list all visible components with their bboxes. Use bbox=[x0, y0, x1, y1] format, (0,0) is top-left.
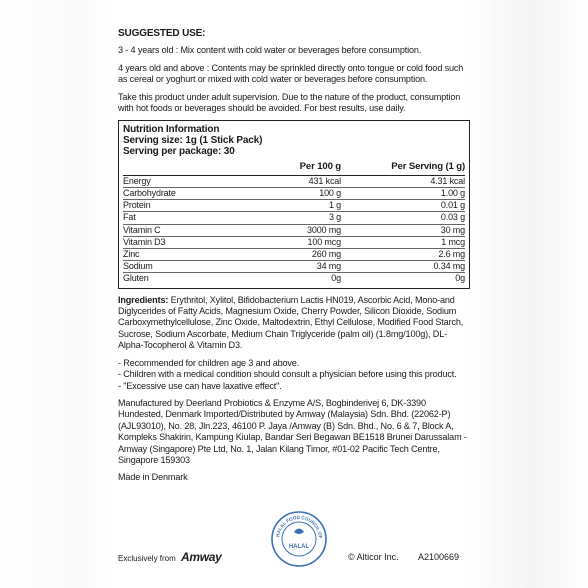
suggested-use-line-3: Take this product under adult supervision. Due to the nature of the product, consumption with hot foods or beverages should be avoided. For best results, use daily. bbox=[118, 91, 461, 114]
nutrient-label: Vitamin D3 bbox=[123, 236, 166, 247]
nutrition-row bbox=[123, 249, 465, 261]
per-serving-value: 4.31 kcal bbox=[430, 175, 465, 186]
nutrition-row bbox=[123, 225, 465, 237]
note-item: - Children with a medical condition should consult a physician before using this product. bbox=[118, 369, 457, 380]
note-item: - Recommended for children age 3 and above. bbox=[118, 357, 300, 368]
amway-logo: Amway bbox=[181, 550, 222, 564]
seal-center-text: HALAL bbox=[288, 544, 310, 550]
serving-size: Serving size: 1g (1 Stick Pack) bbox=[123, 135, 263, 147]
notes-list bbox=[118, 358, 470, 392]
nutrition-title: Nutrition Information bbox=[123, 124, 220, 136]
nutrient-label: Vitamin C bbox=[123, 224, 161, 235]
nutrient-label: Gluten bbox=[123, 273, 149, 284]
per-serving-header: Per Serving (1 g) bbox=[391, 161, 465, 173]
per-100g-value: 3000 mg bbox=[307, 224, 341, 235]
nutrition-row bbox=[123, 212, 465, 224]
serving-per-package: Serving per package: 30 bbox=[123, 146, 235, 158]
label-footer bbox=[118, 514, 470, 570]
copyright: © Alticor Inc. bbox=[348, 552, 399, 562]
nutrition-row bbox=[123, 176, 465, 188]
manufacturer-info: Manufactured by Deerland Probiotics & Enzyme A/S, Bogbinderivej 6, DK-3390 Hundested, Denmark Imported/Distributed by Amway (Malaysia) Sdn. Bhd. (22062-P) (AJL93010), No. 28, Jln.223, 46100 P. Jaya /Amway (B) Sdn. Bhd., No. 6 & 7, Block A, Kompleks Shakirin, Kampung Kiulap, Bandar Seri Begawan BE1518 Brunei Darussalam - Amway (Singapore) Pte Ltd, No. 1, Jalan Kilang Timor, #01-02 Pacific Tech Centre, Singapore 159303 bbox=[118, 397, 467, 465]
per-100g-value: 1 g bbox=[328, 200, 341, 211]
nutrition-row bbox=[123, 237, 465, 249]
suggested-use-heading: SUGGESTED USE: bbox=[118, 28, 206, 39]
per-serving-value: 1.00 g bbox=[440, 188, 465, 199]
nutrient-label: Energy bbox=[123, 175, 151, 186]
per-serving-value: 0.34 mg bbox=[433, 261, 465, 272]
suggested-use-line-2: 4 years old and above : Contents may be sprinkled directly onto tongue or cold food such as cereal or yoghurt or mixed with cold water or beverages before consumption. bbox=[118, 62, 464, 85]
note-item: - "Excessive use can have laxative effect". bbox=[118, 380, 282, 391]
per-100g-value: 0g bbox=[331, 273, 341, 284]
per-100g-value: 100 mcg bbox=[307, 236, 341, 247]
nutrition-rows bbox=[123, 176, 465, 285]
exclusive-label: Exclusively from bbox=[118, 554, 176, 563]
nutrient-label: Protein bbox=[123, 200, 151, 211]
nutrition-table bbox=[118, 120, 470, 288]
ingredients bbox=[118, 295, 470, 352]
per-serving-value: 2.6 mg bbox=[438, 249, 465, 260]
per-serving-value: 1 mcg bbox=[441, 236, 465, 247]
nutrition-header-row bbox=[123, 161, 465, 175]
per-100g-value: 431 kcal bbox=[308, 175, 341, 186]
ingredients-label: Ingredients: bbox=[118, 294, 169, 305]
per-100g-value: 100 g bbox=[319, 188, 341, 199]
nutrient-label: Sodium bbox=[123, 261, 153, 272]
nutrient-label: Zinc bbox=[123, 249, 140, 260]
per-serving-value: 0.03 g bbox=[440, 212, 465, 223]
per-serving-value: 0g bbox=[455, 273, 465, 284]
nutrition-row bbox=[123, 200, 465, 212]
per-100g-header: Per 100 g bbox=[299, 161, 341, 173]
label-content bbox=[118, 28, 470, 490]
nutrition-row bbox=[123, 261, 465, 273]
seal-ring-text: HALAL FOOD COUNCIL OF bbox=[275, 514, 324, 539]
nutrition-row bbox=[123, 273, 465, 284]
per-100g-value: 3 g bbox=[328, 212, 341, 223]
halal-seal-icon bbox=[270, 510, 328, 568]
nutrient-label: Fat bbox=[123, 212, 136, 223]
made-in: Made in Denmark bbox=[118, 472, 188, 483]
per-100g-value: 34 mg bbox=[316, 261, 341, 272]
suggested-use-line-1: 3 - 4 years old : Mix content with cold water or beverages before consumption. bbox=[118, 45, 422, 56]
per-100g-value: 260 mg bbox=[311, 249, 341, 260]
ingredients-text: Erythritol, Xylitol, Bifidobacterium Lactis HN019, Ascorbic Acid, Mono-and Diglycerides of Fatty Acids, Magnesium Oxide, Cherry Powder, Silicon Dioxide, Sodium Carboxymethylcellulose, Zinc Oxide, Maltodextrin, Ethyl Cellulose, Modified Food Starch, Sucrose, Sodium Ascorbate, Medium Chain Triglyceride (palm oil) (1.8mg/100g), DL-Alpha-Tocopherol & Vitamin D3. bbox=[118, 294, 464, 351]
exclusive-from bbox=[118, 550, 222, 564]
nutrition-row bbox=[123, 188, 465, 200]
nutrient-label: Carbohydrate bbox=[123, 188, 176, 199]
product-code: A2100669 bbox=[418, 552, 460, 562]
per-serving-value: 30 mg bbox=[440, 224, 465, 235]
per-serving-value: 0.01 g bbox=[440, 200, 465, 211]
